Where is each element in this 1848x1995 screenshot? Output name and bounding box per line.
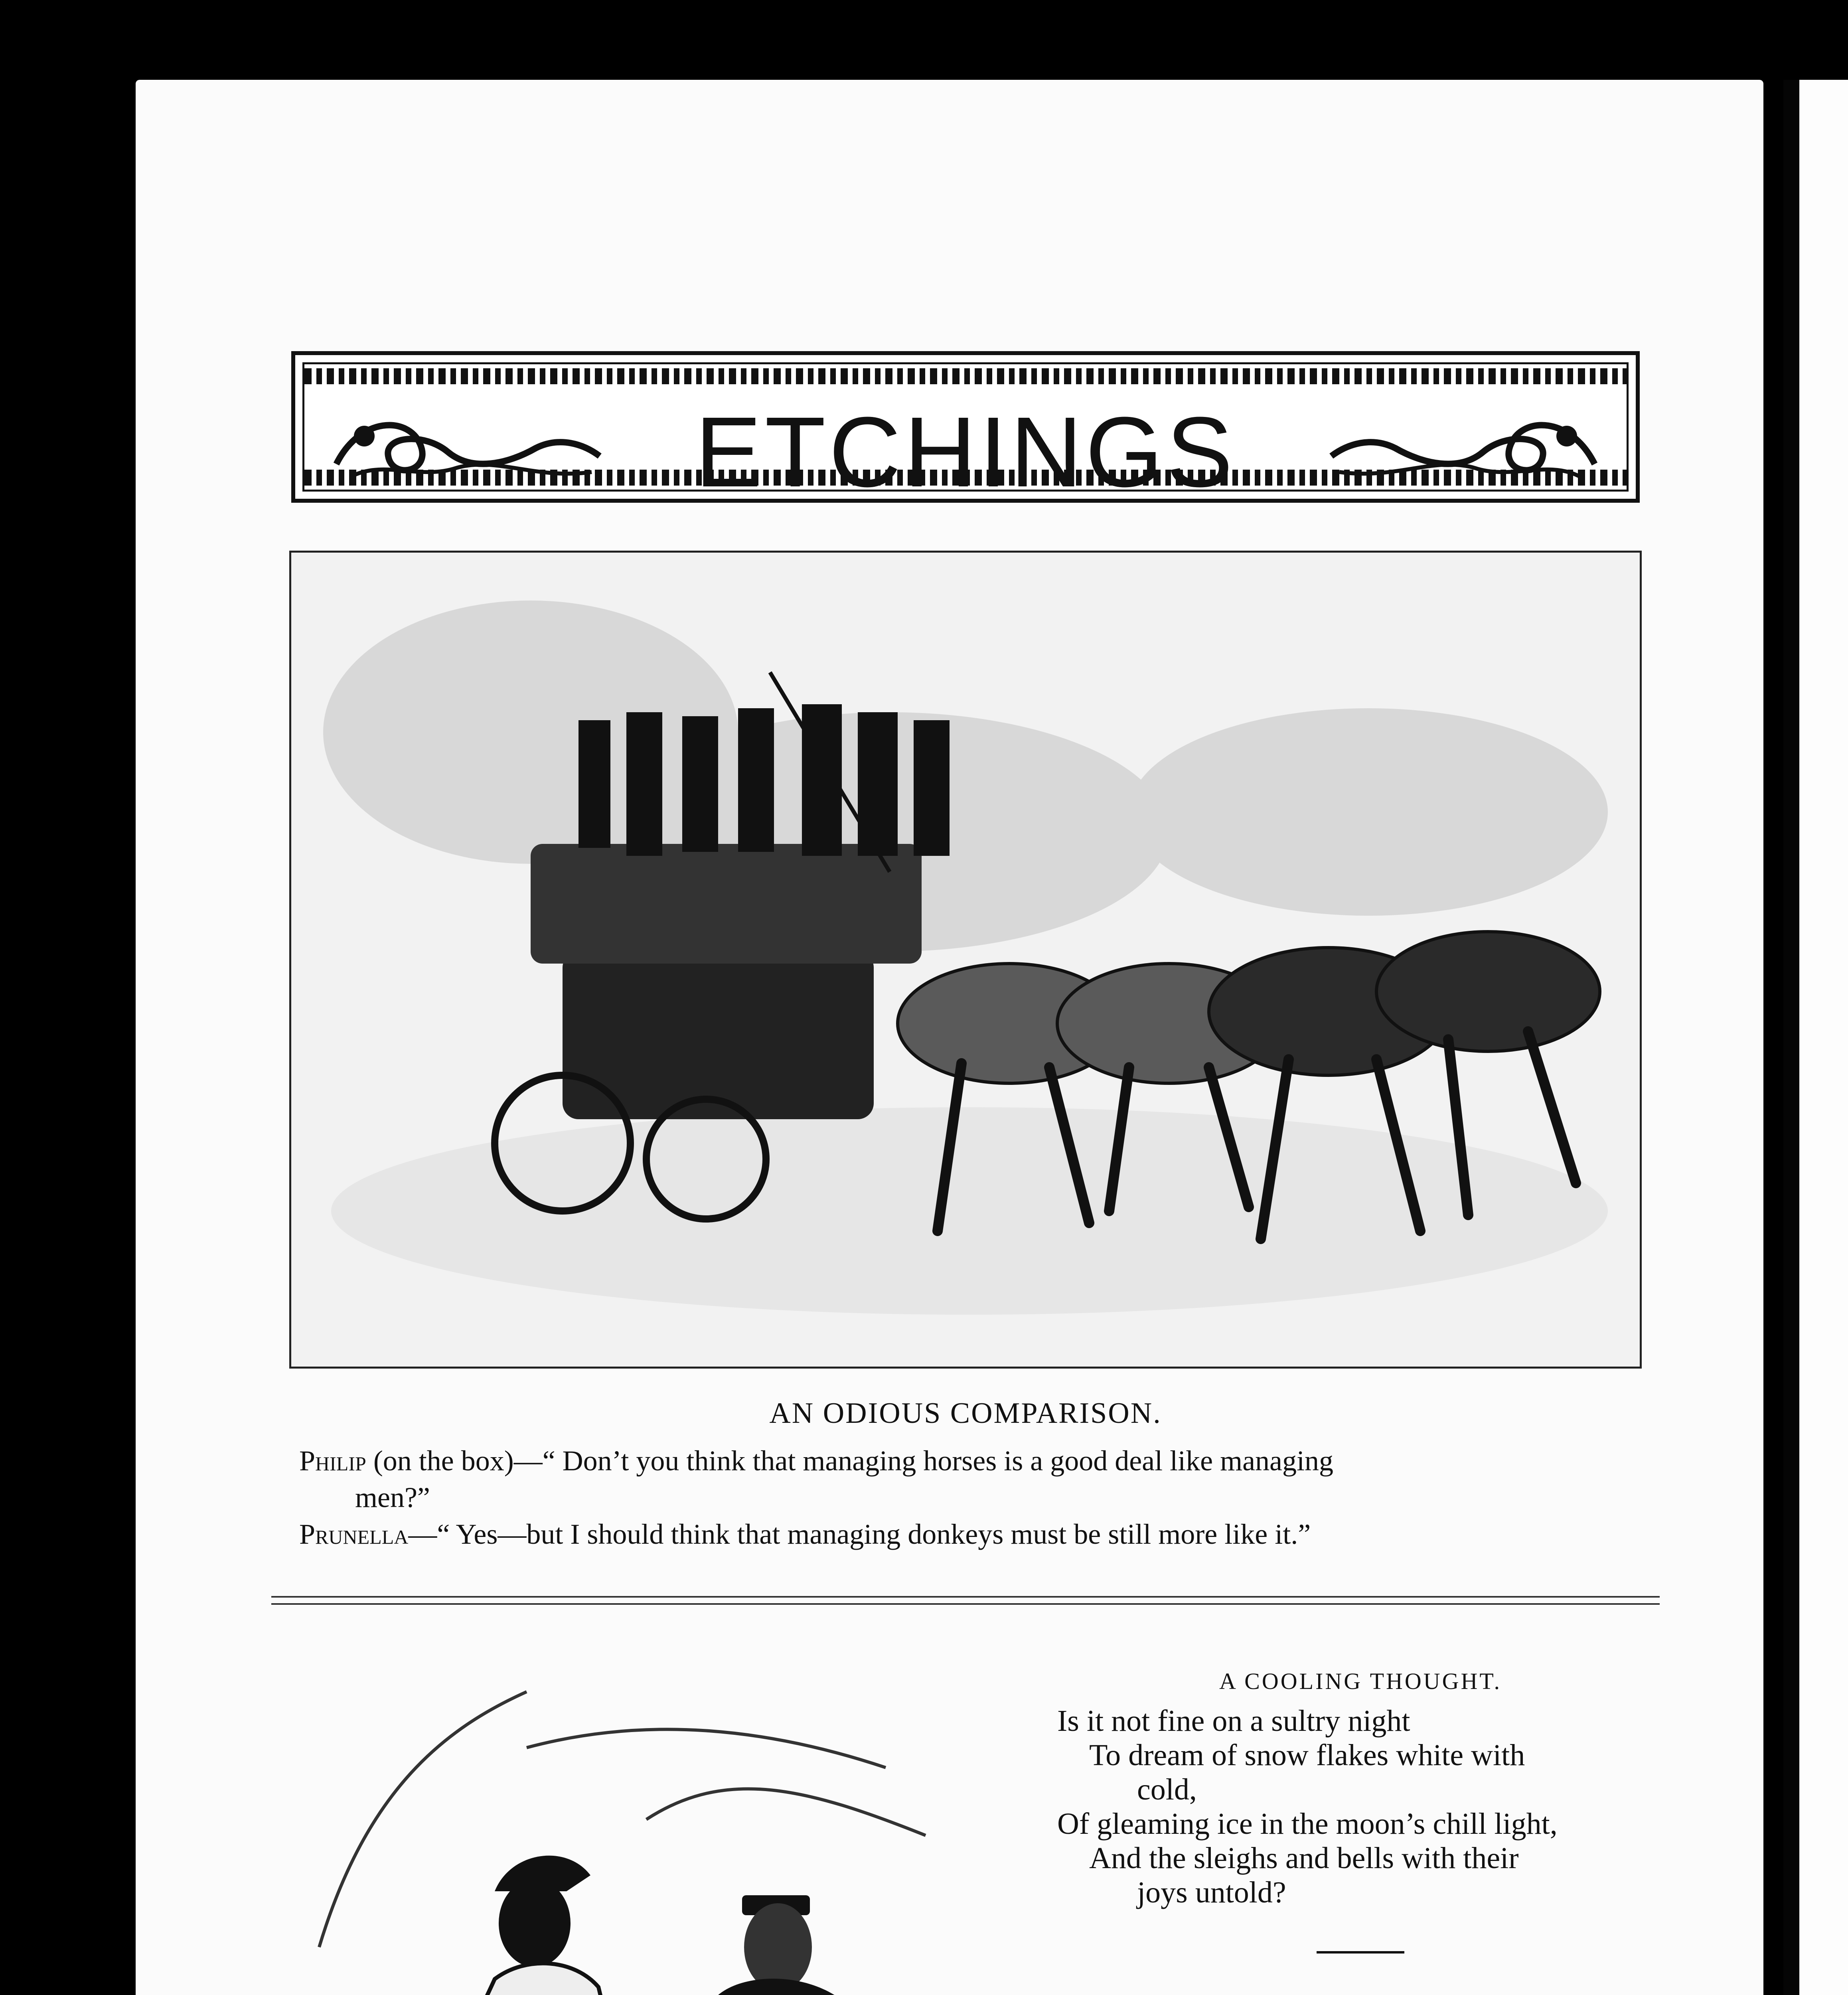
poem-line: Is it not fine on a sultry night: [1057, 1704, 1410, 1738]
poem-line: To dream of snow flakes white with: [1089, 1738, 1525, 1772]
top-dialogue-line-2: [299, 1516, 1656, 1553]
top-line-1-cont: men?”: [355, 1481, 430, 1513]
poem-heading: A COOLING THOUGHT.: [1219, 1668, 1502, 1694]
page-title: ETCHINGS: [695, 396, 1236, 508]
top-speaker-1: Philip: [299, 1445, 366, 1477]
poem-body: [1057, 1704, 1664, 1910]
coach-drawing: [291, 553, 1640, 1367]
top-caption-title: AN ODIOUS COMPARISON.: [769, 1397, 1162, 1430]
poem-line: Of gleaming ice in the moon’s chill light,: [1057, 1807, 1558, 1841]
facing-page-edge: [1783, 80, 1848, 1995]
top-line-1-text: (on the box)—“ Don’t you think that managing horses is a good deal like managing: [366, 1445, 1334, 1477]
poem-end-rule: [1317, 1951, 1404, 1954]
couple-illustration: [287, 1668, 1037, 1995]
banner-top-ornament: [304, 368, 1627, 384]
banner-inner-frame: [302, 362, 1629, 508]
poem-line: And the sleighs and bells with their: [1089, 1841, 1519, 1875]
top-line-2-text: —“ Yes—but I should think that managing donkeys must be still more like it.”: [408, 1518, 1311, 1550]
section-divider: [271, 1596, 1660, 1605]
right-scroll-ornament: [1323, 400, 1603, 488]
poem-line: joys untold?: [1137, 1876, 1286, 1909]
couple-drawing: [287, 1668, 1037, 1995]
top-dialogue-line-1: [299, 1442, 1656, 1516]
poem-line: cold,: [1137, 1773, 1197, 1806]
top-speaker-2: Prunella: [299, 1518, 409, 1550]
coach-illustration: [289, 551, 1642, 1369]
etchings-banner: [291, 351, 1640, 508]
top-dialogue: [299, 1442, 1656, 1553]
